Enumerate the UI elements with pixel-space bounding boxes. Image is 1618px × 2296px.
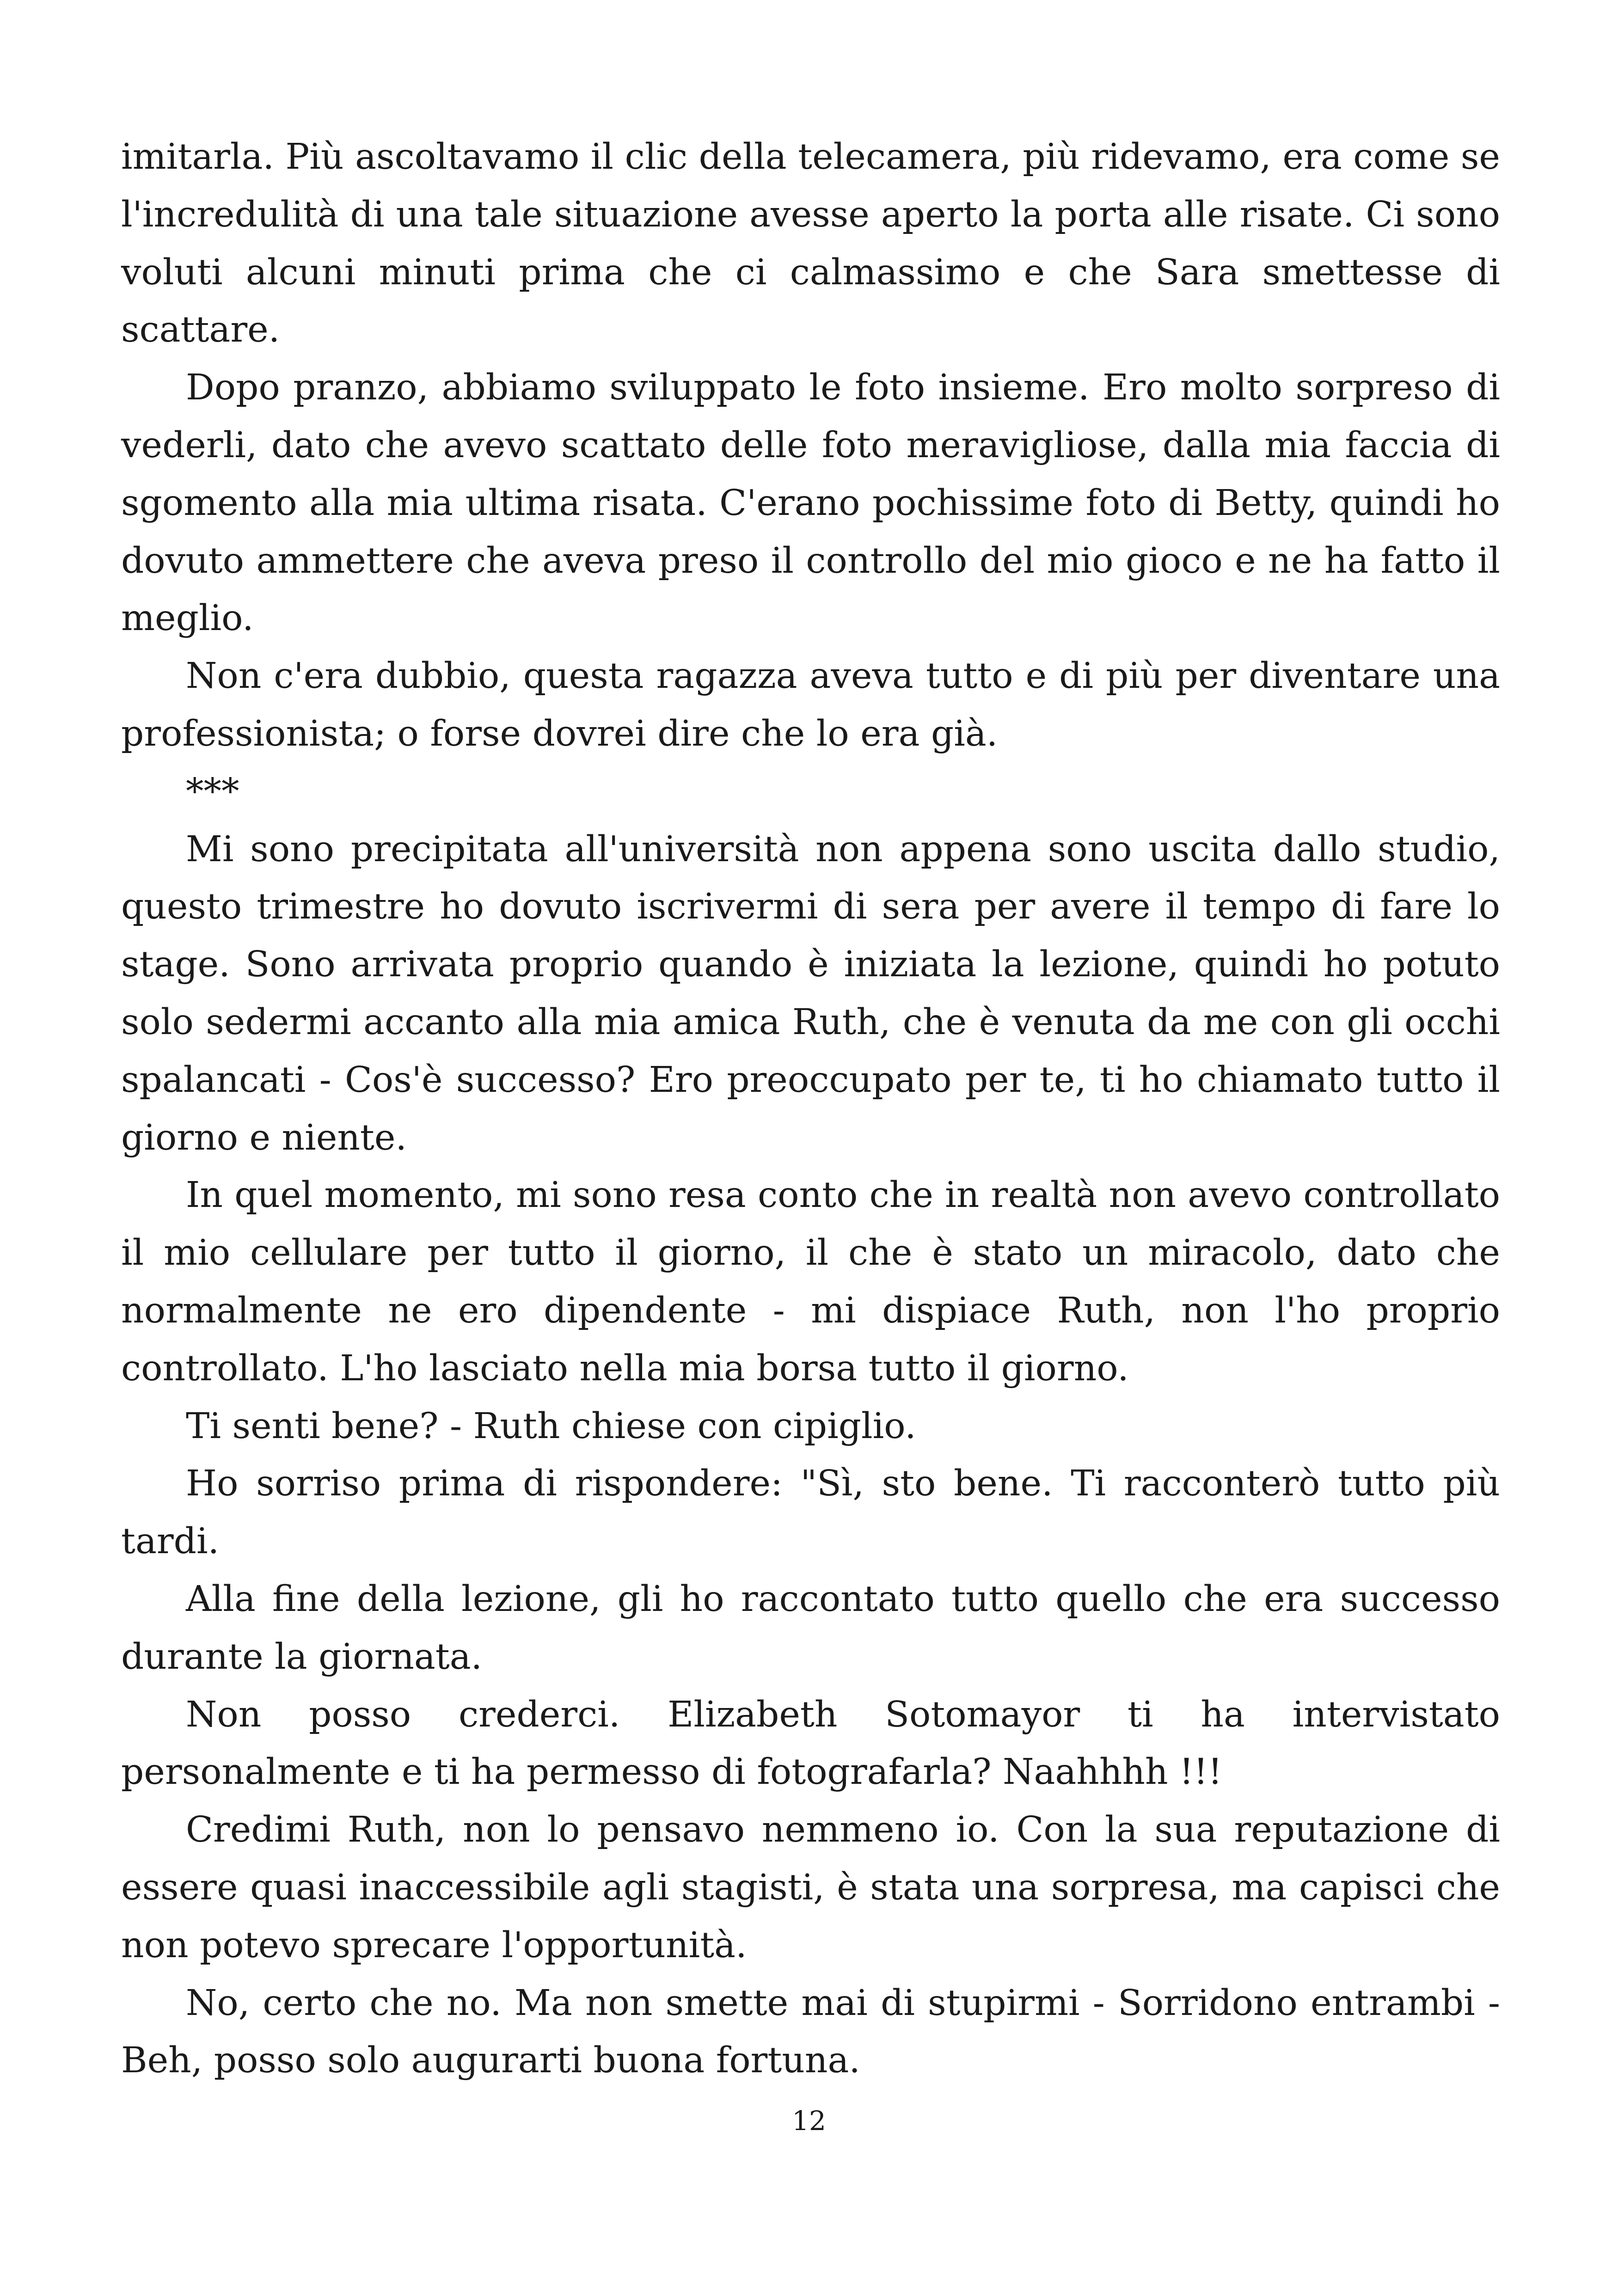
paragraph: Ho sorriso prima di rispondere: "Sì, sto bene. Ti racconterò tutto più tardi. <box>121 1463 1500 1562</box>
paragraph: imitarla. Più ascoltavamo il clic della telecamera, più ridevamo, era come se l'incredulità di una tale situazione avesse aperto la porta alle risate. Ci sono voluti alcuni minuti prima che ci calmassimo e che Sara smettesse di scattare. <box>121 136 1500 351</box>
paragraph: Credimi Ruth, non lo pensavo nemmeno io. Con la sua reputazione di essere quasi inaccessibile agli stagisti, è stata una sorpresa, ma capisci che non potevo sprecare l'opportunità. <box>121 1809 1500 1966</box>
section-break: *** <box>186 771 239 812</box>
paragraph: Alla fine della lezione, gli ho raccontato tutto quello che era successo durante la giornata. <box>121 1578 1500 1678</box>
paragraph: Ti senti bene? - Ruth chiese con cipiglio. <box>186 1405 916 1447</box>
body-text <box>121 129 1500 2090</box>
paragraph: Dopo pranzo, abbiamo sviluppato le foto insieme. Ero molto sorpreso di vederli, dato che avevo scattato delle foto meravigliose, dalla mia faccia di sgomento alla mia ultima risata. C'erano pochissime foto di Betty, quindi ho dovuto ammettere che aveva preso il controllo del mio gioco e ne ha fatto il meglio. <box>121 367 1500 639</box>
paragraph: Non posso crederci. Elizabeth Sotomayor ti ha intervistato personalmente e ti ha permesso di fotografarla? Naahhhh !!! <box>121 1694 1500 1793</box>
page-number: 12 <box>792 2105 826 2137</box>
paragraph: No, certo che no. Ma non smette mai di stupirmi - Sorridono entrambi - Beh, posso solo augurarti buona fortuna. <box>121 1982 1500 2082</box>
paragraph: Mi sono precipitata all'università non appena sono uscita dallo studio, questo trimestre ho dovuto iscrivermi di sera per avere il tempo di fare lo stage. Sono arrivata proprio quando è iniziata la lezione, quindi ho potuto solo sedermi accanto alla mia amica Ruth, che è venuta da me con gli occhi spalancati - Cos'è successo? Ero preoccupato per te, ti ho chiamato tutto il giorno e niente. <box>121 828 1500 1158</box>
paragraph: Non c'era dubbio, questa ragazza aveva tutto e di più per diventare una professionista; o forse dovrei dire che lo era già. <box>121 655 1500 754</box>
paragraph: In quel momento, mi sono resa conto che in realtà non avevo controllato il mio cellulare per tutto il giorno, il che è stato un miracolo, dato che normalmente ne ero dipendente - mi dispiace Ruth, non l'ho proprio controllato. L'ho lasciato nella mia borsa tutto il giorno. <box>121 1175 1500 1389</box>
